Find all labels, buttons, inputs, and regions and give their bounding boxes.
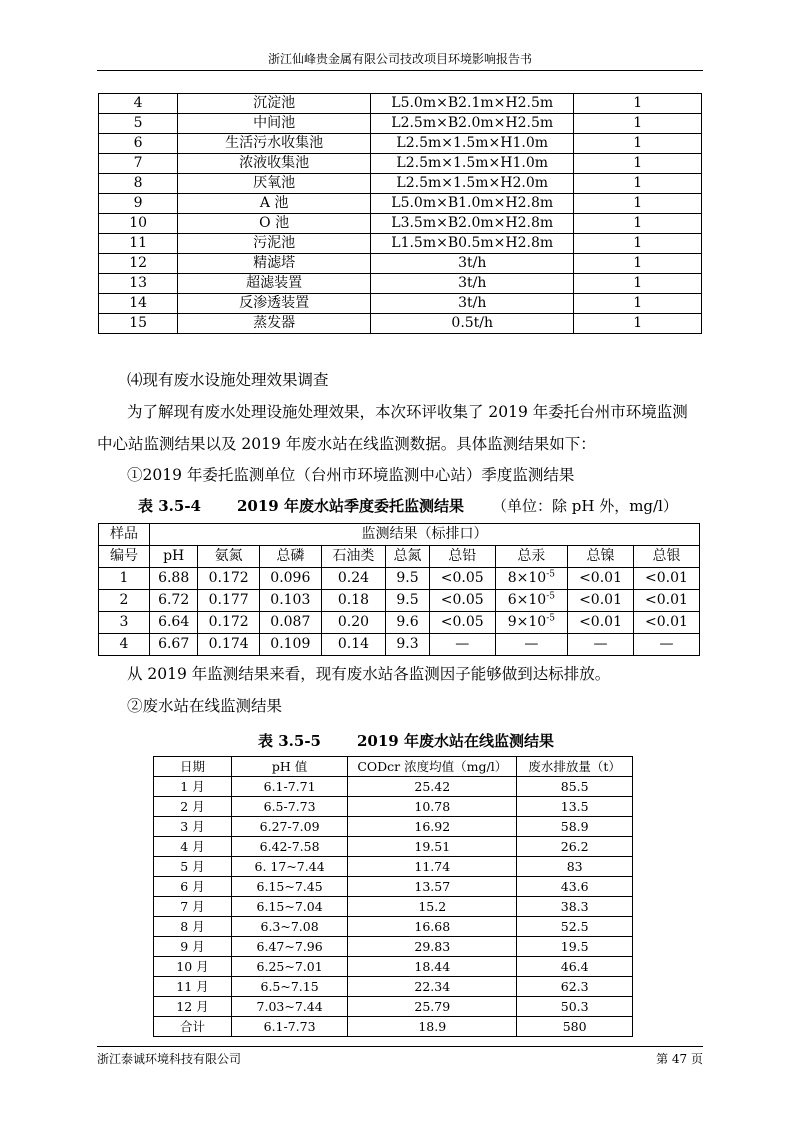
- table-cell: [495, 612, 567, 634]
- table-cell: 38.3: [517, 897, 633, 917]
- table-cell: 1: [574, 274, 702, 294]
- table-cell: 6.3~7.08: [232, 917, 348, 937]
- table-cell: 1: [574, 134, 702, 154]
- table-cell: 43.6: [517, 877, 633, 897]
- table-cell: 6. 17~7.44: [232, 857, 348, 877]
- table-cell: 浓液收集池: [178, 154, 371, 174]
- table-cell: 蒸发器: [178, 314, 371, 334]
- table-cell: 0.172: [198, 568, 260, 590]
- mercury-value: 9×10: [507, 614, 547, 630]
- table-cell: 52.5: [517, 917, 633, 937]
- table-cell: 0.5t/h: [370, 314, 573, 334]
- table-cell: 9.3: [386, 634, 430, 656]
- table-row: [99, 214, 702, 234]
- table-row: [154, 977, 633, 997]
- paragraph-line: 中心站监测结果以及 2019 年废水站在线监测数据。具体监测结果如下：: [97, 435, 596, 453]
- table-cell: 9.6: [386, 612, 430, 634]
- paragraph-line: 从 2019 年监测结果来看，现有废水站各监测因子能够做到达标排放。: [127, 665, 611, 683]
- page-number: 第 47 页: [656, 1052, 703, 1066]
- table-cell: 6.67: [150, 634, 198, 656]
- table-row: [99, 174, 702, 194]
- table-cell: 0.174: [198, 634, 260, 656]
- mercury-exponent: -5: [546, 591, 555, 602]
- table-row: [99, 114, 702, 134]
- table-header-cell: 总磷: [259, 546, 321, 568]
- table-cell: 14: [99, 294, 178, 314]
- table-cell: 1: [574, 94, 702, 114]
- table-header-cell: 总汞: [495, 546, 567, 568]
- table-cell: 污泥池: [178, 234, 371, 254]
- table-cell: L2.5m×1.5m×H1.0m: [370, 154, 573, 174]
- table-header-cell: 总镍: [568, 546, 634, 568]
- table-cell: 6.15~7.45: [232, 877, 348, 897]
- section-heading: ⑷现有废水设施处理效果调查: [127, 371, 329, 389]
- table-cell: 0.14: [321, 634, 386, 656]
- table-row: [99, 612, 700, 634]
- table-row: [99, 94, 702, 114]
- table-cell: 6.47~7.96: [232, 937, 348, 957]
- table-cell: 7 月: [154, 897, 232, 917]
- table-cell: 10 月: [154, 957, 232, 977]
- table-cell: 超滤装置: [178, 274, 371, 294]
- table-cell: 2 月: [154, 797, 232, 817]
- table-cell: <0.05: [429, 612, 495, 634]
- table-cell: 16.92: [348, 817, 517, 837]
- table-header-cell: 样品: [99, 524, 150, 546]
- table-cell: L5.0m×B1.0m×H2.8m: [370, 194, 573, 214]
- table-cell: L2.5m×1.5m×H2.0m: [370, 174, 573, 194]
- table-cell: L3.5m×B2.0m×H2.8m: [370, 214, 573, 234]
- table-cell: L2.5m×B2.0m×H2.5m: [370, 114, 573, 134]
- table-cell: 0.096: [259, 568, 321, 590]
- table-row: [99, 274, 702, 294]
- table-cell: 5: [99, 114, 178, 134]
- table-row: [99, 254, 702, 274]
- table-cell: L5.0m×B2.1m×H2.5m: [370, 94, 573, 114]
- table-cell: 22.34: [348, 977, 517, 997]
- table-cell: 6.88: [150, 568, 198, 590]
- table-cell: 9.5: [386, 568, 430, 590]
- table-cell: 1: [574, 154, 702, 174]
- table-cell: <0.01: [634, 590, 700, 612]
- table-cell: 6 月: [154, 877, 232, 897]
- table-cell: 46.4: [517, 957, 633, 977]
- table-caption: [258, 730, 554, 751]
- table-row: [154, 897, 633, 917]
- table-header-cell: 废水排放量（t）: [517, 757, 633, 777]
- table-cell: 6.25~7.01: [232, 957, 348, 977]
- paragraph-line: 为了解现有废水处理设施处理效果，本次环评收集了 2019 年委托台州市环境监测: [127, 403, 688, 421]
- table-cell: 6: [99, 134, 178, 154]
- table-cell: 1 月: [154, 777, 232, 797]
- table-cell: —: [429, 634, 495, 656]
- table-row: [154, 1017, 633, 1037]
- table-cell: 4: [99, 94, 178, 114]
- table-cell: 反渗透装置: [178, 294, 371, 314]
- table-cell: 厌氧池: [178, 174, 371, 194]
- table-header-cell: pH: [150, 546, 198, 568]
- table-cell: 25.42: [348, 777, 517, 797]
- table-cell: <0.01: [568, 590, 634, 612]
- table-row: [154, 997, 633, 1017]
- table-header-cell: 编号: [99, 546, 150, 568]
- table-cell: A 池: [178, 194, 371, 214]
- table-row: [99, 314, 702, 334]
- table-row: [154, 817, 633, 837]
- table-caption-number: 表 3.5-5: [258, 732, 321, 750]
- table-cell: 26.2: [517, 837, 633, 857]
- table-cell: 3t/h: [370, 274, 573, 294]
- table-cell: 8: [99, 174, 178, 194]
- table-row: [154, 957, 633, 977]
- table-row: [99, 294, 702, 314]
- table-cell: 4: [99, 634, 150, 656]
- table-header-cell: 总银: [634, 546, 700, 568]
- page-footer: [97, 1046, 703, 1066]
- table-cell: —: [634, 634, 700, 656]
- table-cell: 13: [99, 274, 178, 294]
- table-cell: 6.1-7.73: [232, 1017, 348, 1037]
- table-caption-title: 2019 年废水站在线监测结果: [356, 732, 554, 750]
- page-header: 浙江仙峰贵金属有限公司技改项目环境影响报告书: [97, 48, 703, 71]
- table-cell: 580: [517, 1017, 633, 1037]
- table-cell: 中间池: [178, 114, 371, 134]
- table-caption-number: 表 3.5-4: [138, 497, 201, 515]
- table-row: [99, 194, 702, 214]
- mercury-value: 8×10: [507, 570, 547, 586]
- table-cell: 15: [99, 314, 178, 334]
- online-monitoring-table: [153, 756, 633, 1037]
- table-header-cell: 总铅: [429, 546, 495, 568]
- table-cell: [495, 590, 567, 612]
- table-cell: —: [568, 634, 634, 656]
- table-header-cell: 总氮: [386, 546, 430, 568]
- table-row: [99, 154, 702, 174]
- table-cell: 1: [99, 568, 150, 590]
- table-cell: 15.2: [348, 897, 517, 917]
- table-row: [154, 837, 633, 857]
- table-caption: [138, 495, 678, 516]
- footer-company: 浙江泰诚环境科技有限公司: [97, 1052, 242, 1066]
- table-cell: 11.74: [348, 857, 517, 877]
- table-cell: 62.3: [517, 977, 633, 997]
- table-cell: 4 月: [154, 837, 232, 857]
- table-cell: 29.83: [348, 937, 517, 957]
- table-cell: 6.64: [150, 612, 198, 634]
- table-cell: 6.42-7.58: [232, 837, 348, 857]
- table-cell: 0.177: [198, 590, 260, 612]
- table-cell: 25.79: [348, 997, 517, 1017]
- table-cell: <0.01: [634, 568, 700, 590]
- table-cell: 0.24: [321, 568, 386, 590]
- table-cell: 3 月: [154, 817, 232, 837]
- table-cell: 1: [574, 114, 702, 134]
- table-cell: 精滤塔: [178, 254, 371, 274]
- table-header-cell: pH 值: [232, 757, 348, 777]
- table-cell: <0.05: [429, 590, 495, 612]
- table-cell: <0.01: [568, 612, 634, 634]
- table-cell: 11 月: [154, 977, 232, 997]
- mercury-value: 6×10: [507, 592, 547, 608]
- mercury-value: —: [524, 636, 539, 652]
- table-cell: 5 月: [154, 857, 232, 877]
- table-cell: 1: [574, 234, 702, 254]
- table-caption-unit: （单位：除 pH 外，mg/l）: [491, 497, 678, 515]
- list-item-heading: ②废水站在线监测结果: [127, 697, 283, 715]
- table-cell: 1: [574, 194, 702, 214]
- table-row: [154, 937, 633, 957]
- table-row: [154, 797, 633, 817]
- table-cell: 1: [574, 174, 702, 194]
- table-cell: 19.5: [517, 937, 633, 957]
- table-row: [154, 917, 633, 937]
- equipment-table: [98, 93, 702, 334]
- table-cell: 0.18: [321, 590, 386, 612]
- table-cell: 合计: [154, 1017, 232, 1037]
- table-cell: 9.5: [386, 590, 430, 612]
- table-cell: 1: [574, 254, 702, 274]
- table-cell: 11: [99, 234, 178, 254]
- table-cell: 1: [574, 214, 702, 234]
- table-header-group: 监测结果（标排口）: [150, 524, 700, 546]
- mercury-exponent: -5: [546, 569, 555, 580]
- table-cell: L1.5m×B0.5m×H2.8m: [370, 234, 573, 254]
- table-cell: 0.087: [259, 612, 321, 634]
- table-cell: 生活污水收集池: [178, 134, 371, 154]
- table-row: [99, 590, 700, 612]
- table-header-cell: CODcr 浓度均值（mg/l）: [348, 757, 517, 777]
- table-cell: 9 月: [154, 937, 232, 957]
- table-cell: 7.03~7.44: [232, 997, 348, 1017]
- table-row: [99, 234, 702, 254]
- mercury-exponent: -5: [546, 613, 555, 624]
- table-row: [154, 857, 633, 877]
- list-item-heading: ①2019 年委托监测单位（台州市环境监测中心站）季度监测结果: [127, 466, 575, 484]
- table-cell: 6.27-7.09: [232, 817, 348, 837]
- table-row: [154, 777, 633, 797]
- table-cell: 0.20: [321, 612, 386, 634]
- table-cell: 3t/h: [370, 254, 573, 274]
- table-cell: O 池: [178, 214, 371, 234]
- table-cell: 1: [574, 314, 702, 334]
- table-header-row: [154, 757, 633, 777]
- table-cell: 58.9: [517, 817, 633, 837]
- table-cell: 6.5-7.73: [232, 797, 348, 817]
- table-cell: L2.5m×1.5m×H1.0m: [370, 134, 573, 154]
- table-cell: 6.15~7.04: [232, 897, 348, 917]
- table-cell: <0.05: [429, 568, 495, 590]
- table-row: [99, 568, 700, 590]
- table-row: [99, 134, 702, 154]
- table-row: [99, 634, 700, 656]
- table-header-cell: 石油类: [321, 546, 386, 568]
- table-header-cell: 氨氮: [198, 546, 260, 568]
- table-cell: 6.72: [150, 590, 198, 612]
- table-row: [154, 877, 633, 897]
- table-cell: 83: [517, 857, 633, 877]
- quarterly-monitoring-table: [98, 523, 700, 656]
- table-cell: 6.1-7.71: [232, 777, 348, 797]
- table-cell: 沉淀池: [178, 94, 371, 114]
- table-cell: <0.01: [568, 568, 634, 590]
- table-cell: 0.172: [198, 612, 260, 634]
- table-cell: 12 月: [154, 997, 232, 1017]
- table-cell: 16.68: [348, 917, 517, 937]
- table-cell: <0.01: [634, 612, 700, 634]
- table-cell: 19.51: [348, 837, 517, 857]
- table-cell: 1: [574, 294, 702, 314]
- table-cell: 8 月: [154, 917, 232, 937]
- table-cell: 13.5: [517, 797, 633, 817]
- table-cell: [495, 634, 567, 656]
- table-cell: 2: [99, 590, 150, 612]
- table-cell: 13.57: [348, 877, 517, 897]
- table-cell: 6.5~7.15: [232, 977, 348, 997]
- table-cell: 10: [99, 214, 178, 234]
- table-header-cell: 日期: [154, 757, 232, 777]
- table-cell: 18.9: [348, 1017, 517, 1037]
- table-cell: 0.103: [259, 590, 321, 612]
- table-cell: 85.5: [517, 777, 633, 797]
- table-cell: 3: [99, 612, 150, 634]
- table-caption-title: 2019 年废水站季度委托监测结果: [236, 497, 464, 515]
- table-cell: 9: [99, 194, 178, 214]
- table-cell: 10.78: [348, 797, 517, 817]
- table-cell: 18.44: [348, 957, 517, 977]
- table-cell: 3t/h: [370, 294, 573, 314]
- table-cell: [495, 568, 567, 590]
- table-cell: 12: [99, 254, 178, 274]
- table-cell: 0.109: [259, 634, 321, 656]
- table-cell: 7: [99, 154, 178, 174]
- table-cell: 50.3: [517, 997, 633, 1017]
